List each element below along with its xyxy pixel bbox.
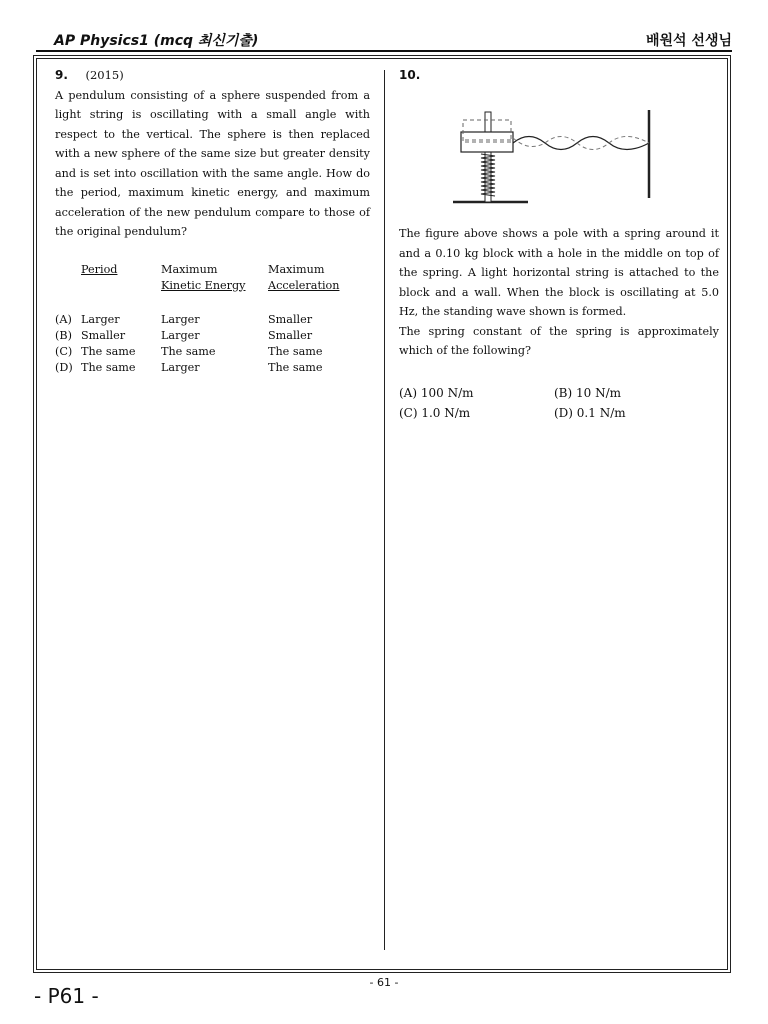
option-b[interactable]: (B) 10 N/m — [554, 385, 622, 400]
option-c[interactable]: (C) 1.0 N/m — [399, 405, 471, 420]
choice-row[interactable] — [55, 328, 368, 344]
option-d[interactable]: (D) 0.1 N/m — [554, 405, 626, 420]
question-9-year: (2015) — [85, 68, 124, 82]
choice-period: Larger — [81, 312, 120, 326]
choice-label: (A) — [55, 312, 72, 326]
choice-label: (B) — [55, 328, 72, 342]
question-9-choices-table — [55, 262, 368, 376]
column-header-ke-line2: Kinetic Energy — [161, 278, 246, 292]
figure-wave-dashed — [513, 136, 649, 149]
figure-wave-solid — [513, 136, 649, 149]
question-10-number: 10. — [399, 68, 421, 82]
header-course-title: AP Physics1 (mcq 최신기출) — [54, 33, 259, 49]
choice-ke: Larger — [161, 312, 200, 326]
option-a[interactable]: (A) 100 N/m — [399, 385, 474, 400]
choice-acc: The same — [268, 344, 323, 358]
choice-ke: The same — [161, 344, 216, 358]
choice-label: (D) — [55, 360, 73, 374]
choice-ke: Larger — [161, 360, 200, 374]
choice-ke: Larger — [161, 328, 200, 342]
choice-acc: Smaller — [268, 328, 313, 342]
page-label: - P61 - — [34, 984, 99, 1008]
column-header-acc-line2: Acceleration — [268, 278, 340, 292]
column-header-acc-line1: Maximum — [268, 262, 325, 276]
question-9-number: 9. — [55, 68, 68, 82]
question-9-text: A pendulum consisting of a sphere suspended from a light string is oscillating with a small angle with respect to the vertical. The sphere is then replaced with a new sphere of the same size but greater density and is set into oscillation with the same angle. How do the period, maximum kinetic energy, and maximum acceleration of the new pendulum compare to those of the original pendulum? — [55, 88, 370, 238]
question-10-text: The figure above shows a pole with a spring around it and a 0.10 kg block with a hole in the middle on top of the spring. A light horizontal string is attached to the block and a wall. When the block is oscillating at 5.0 Hz, the standing wave shown is formed. — [399, 227, 719, 318]
choice-row[interactable] — [55, 360, 368, 376]
choice-label: (C) — [55, 344, 73, 358]
choice-acc: The same — [268, 360, 323, 374]
header-rule — [36, 50, 732, 52]
column-header-ke-line1: Maximum — [161, 262, 218, 276]
choice-row[interactable] — [55, 312, 368, 328]
question-10-options — [399, 383, 719, 423]
spring-pole-block-figure — [453, 92, 663, 212]
choice-period: The same — [81, 344, 136, 358]
choice-period: Smaller — [81, 328, 126, 342]
question-9 — [55, 66, 370, 376]
choice-row[interactable] — [55, 344, 368, 360]
header-teacher-name: 배원석 선생님 — [645, 33, 732, 49]
column-divider — [384, 70, 385, 950]
choice-period: The same — [81, 360, 136, 374]
question-10 — [399, 66, 719, 423]
choice-acc: Smaller — [268, 312, 313, 326]
page-number: - 61 - — [369, 976, 399, 989]
page-header — [36, 28, 732, 50]
column-header-period: Period — [81, 262, 118, 276]
question-10-prompt: The spring constant of the spring is approximately which of the following? — [399, 324, 719, 357]
